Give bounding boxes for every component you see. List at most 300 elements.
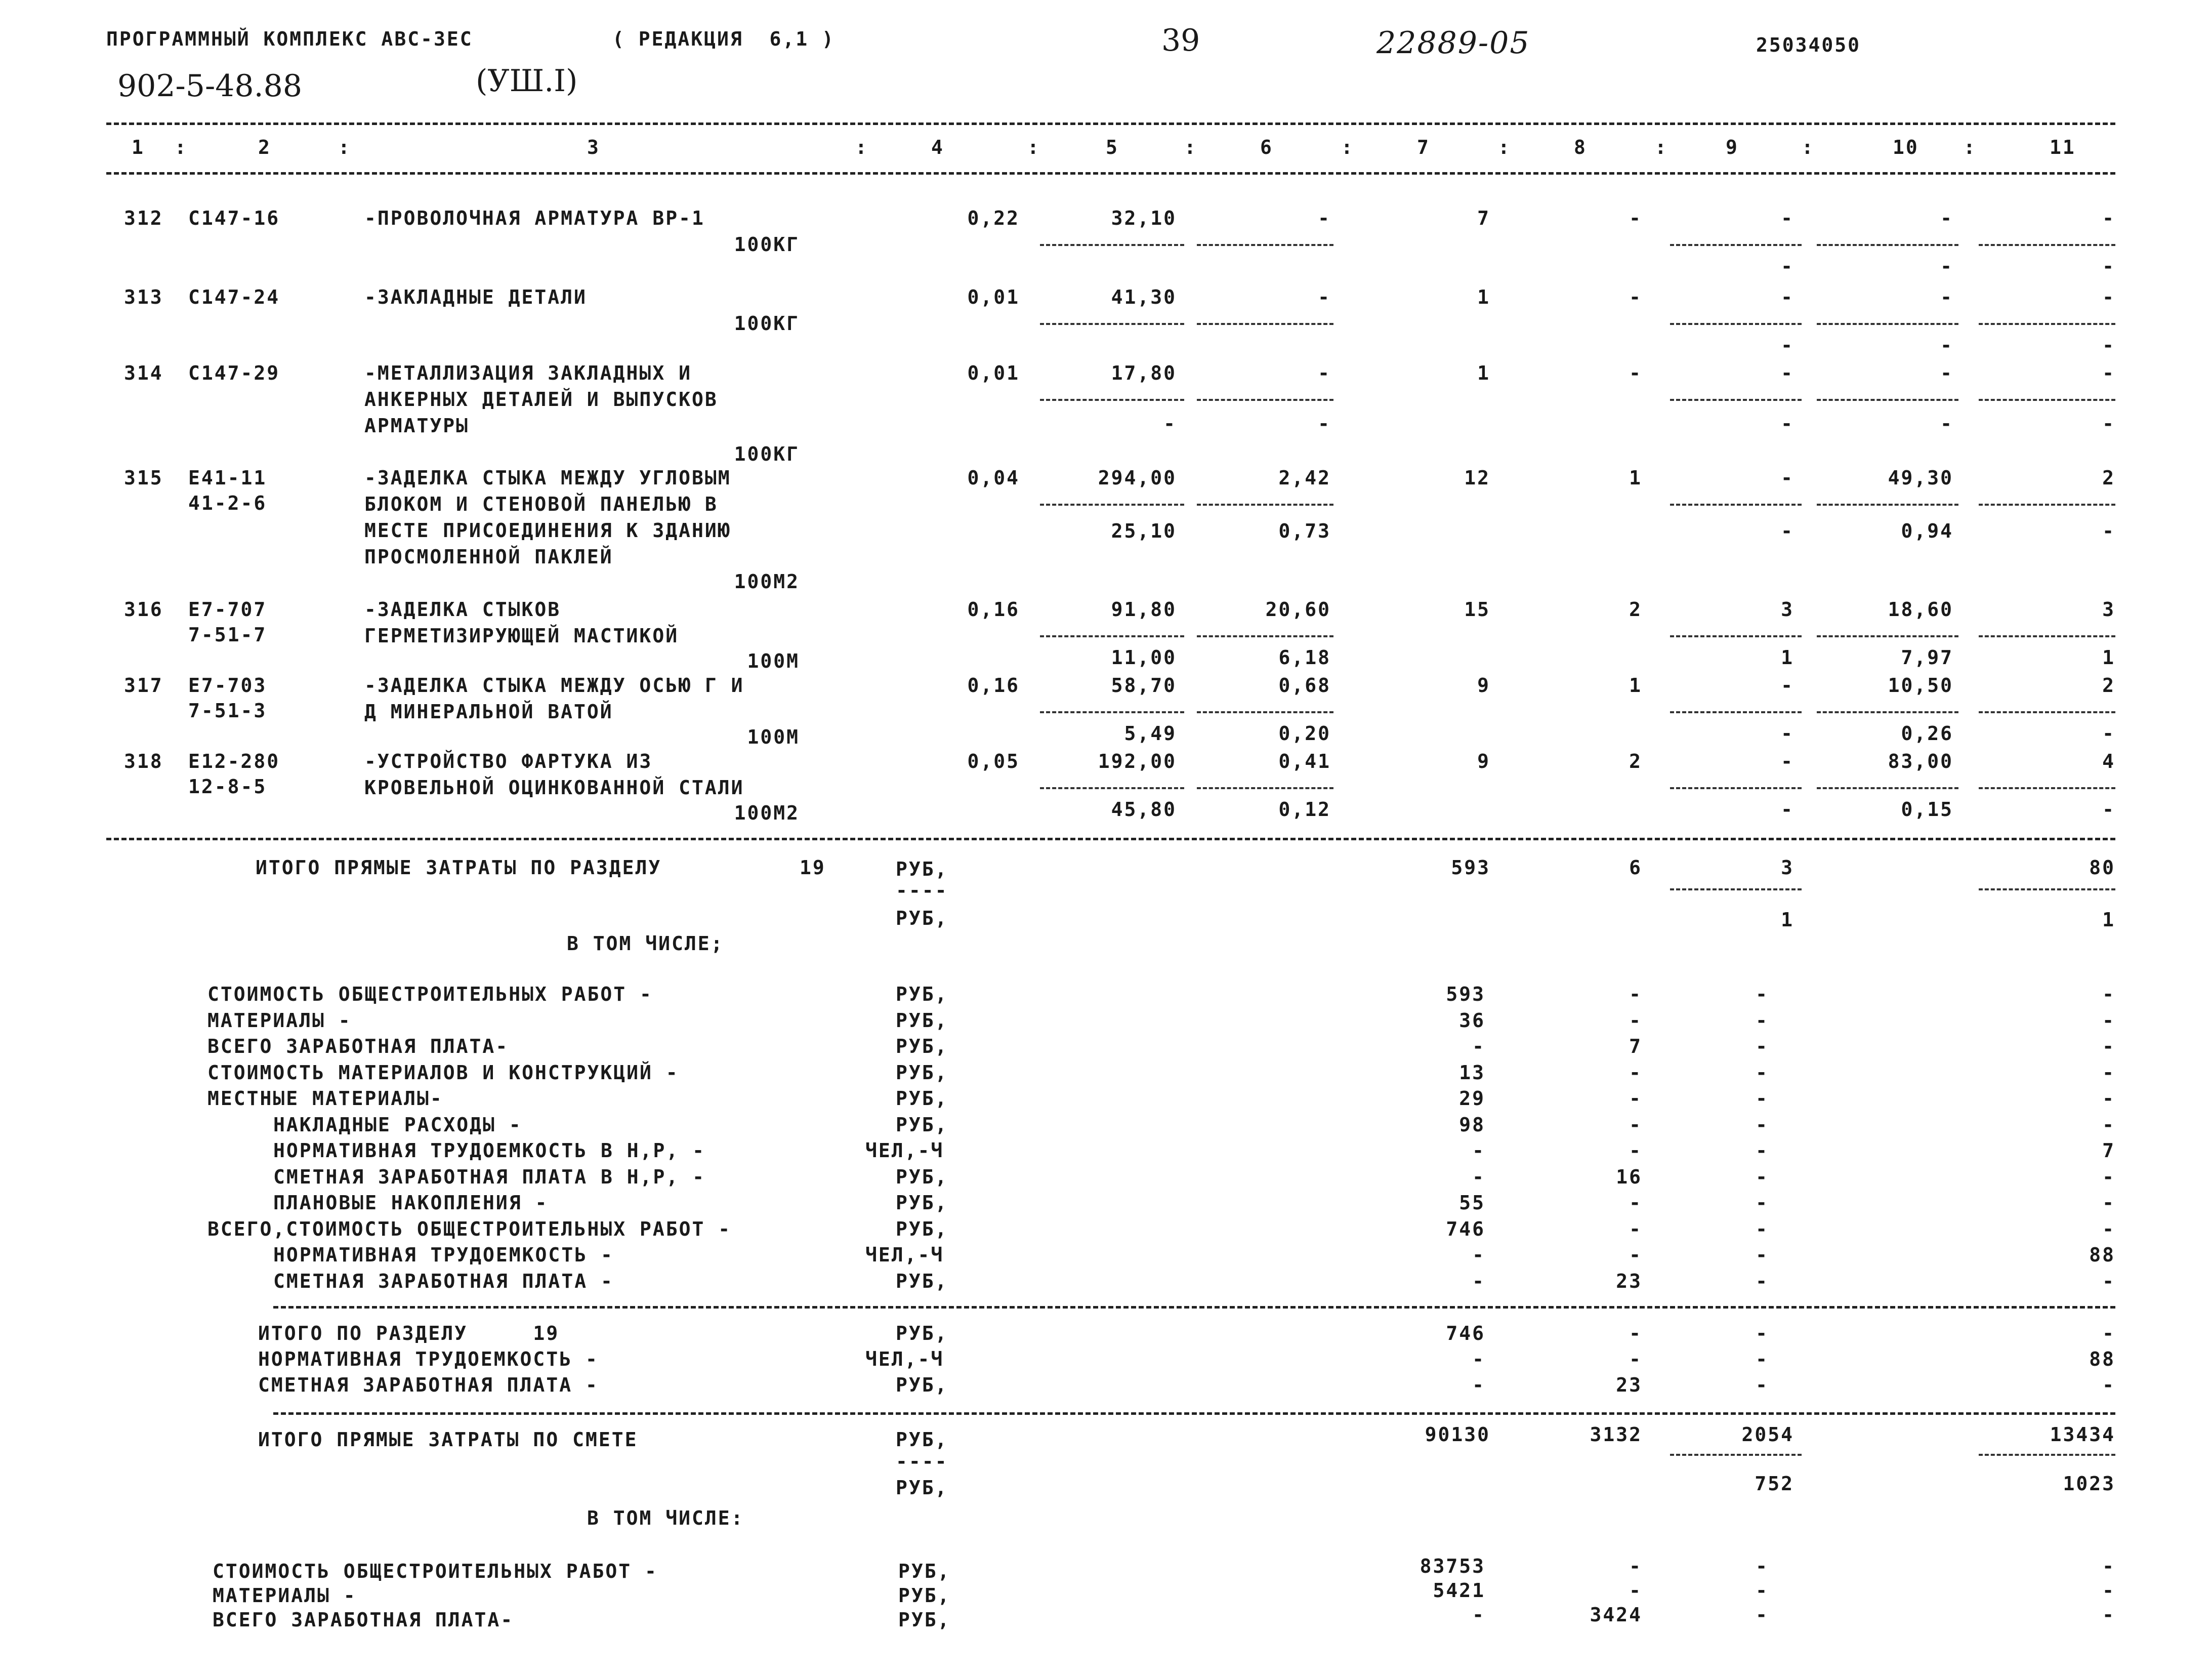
unit-wage-cost: 5,49 (1124, 722, 1177, 745)
item-number: 314 (124, 362, 163, 384)
labour-machine-unit: - (1940, 334, 1953, 356)
totals-rule (1670, 711, 1802, 713)
breakdown-machines: - (1756, 1139, 1769, 1162)
section-total-labour-2: 1 (2102, 909, 2115, 931)
breakdown-wages: - (1629, 1009, 1642, 1032)
section-summary-label: СМЕТНАЯ ЗАРАБОТНАЯ ПЛАТА - (258, 1374, 599, 1396)
labour-machine-unit: - (1940, 413, 1953, 435)
price-code-detail: 7-51-7 (188, 624, 267, 646)
quantity: 0,04 (967, 467, 1020, 489)
breakdown-label: СТОИМОСТЬ ОБЩЕСТРОИТЕЛЬНЫХ РАБОТ - (207, 983, 653, 1005)
column-header-11: 11 (2050, 136, 2076, 158)
unit-machine-wage: 6,18 (1278, 646, 1331, 669)
section-summary-machines: - (1756, 1348, 1769, 1370)
price-code-detail: 41-2-6 (188, 492, 267, 514)
section-summary-unit: РУБ, (896, 1322, 948, 1344)
labour-per-unit: - (1940, 362, 1953, 384)
estimate-total-labour: 13434 (2050, 1423, 2115, 1446)
unit-cost-rule (1040, 711, 1184, 713)
section-summary-labour: - (2102, 1374, 2115, 1396)
breakdown-machines: - (1756, 1165, 1769, 1188)
labour-machine-unit: 7,97 (1901, 646, 1953, 669)
section-total-cost: 593 (1451, 856, 1490, 879)
breakdown-unit: РУБ, (896, 1192, 948, 1214)
unit-cost-rule (1197, 399, 1333, 401)
labour-per-unit: - (1940, 207, 1953, 229)
labour-machine-unit: - (1940, 255, 1953, 277)
total-cost: 9 (1477, 674, 1490, 697)
labour-machine-total: - (2102, 722, 2115, 745)
column-separator: : (1802, 136, 1815, 158)
work-description: -ЗАДЕЛКА СТЫКОВ (364, 598, 561, 621)
section-number: 19 (800, 856, 826, 879)
work-description: АРМАТУРЫ (364, 415, 470, 437)
breakdown-machines: - (1756, 1270, 1769, 1292)
estimate-total-machines-2: 752 (1755, 1473, 1794, 1495)
breakdown-label: СМЕТНАЯ ЗАРАБОТНАЯ ПЛАТА В Н,Р, - (273, 1165, 705, 1188)
unit-wage-cost: 45,80 (1111, 798, 1177, 821)
unit-cost-total: 192,00 (1098, 750, 1177, 772)
total-wages: - (1629, 362, 1642, 384)
breakdown-unit: РУБ, (896, 1113, 948, 1136)
labour-machine-total: 1 (2102, 646, 2115, 669)
machine-wage-total: - (1781, 520, 1794, 542)
volume-label: (УШ.I) (476, 63, 578, 99)
program-name: ПРОГРАММНЫЙ КОМПЛЕКС АВС-3ЕС (106, 28, 473, 50)
column-separator: : (1655, 136, 1668, 158)
labour-per-unit: - (1940, 286, 1953, 308)
breakdown-label: НОРМАТИВНАЯ ТРУДОЕМКОСТЬ - (273, 1244, 614, 1266)
breakdown-cost: - (1472, 1244, 1485, 1266)
labour-machine-total: - (2102, 798, 2115, 821)
breakdown-machines: - (1756, 1244, 1769, 1266)
breakdown-unit: РУБ, (896, 1165, 948, 1188)
totals-rule (1979, 244, 2115, 246)
totals-rule (1979, 711, 2115, 713)
breakdown-label: ПЛАНОВЫЕ НАКОПЛЕНИЯ - (273, 1192, 549, 1214)
breakdown-machines: - (1756, 1087, 1769, 1110)
estimate-breakdown-cost: 5421 (1433, 1579, 1485, 1602)
section-summary-unit: ЧЕЛ,-Ч (865, 1348, 944, 1370)
estimate-breakdown-wages: 3424 (1590, 1604, 1642, 1626)
breakdown-rule (273, 1306, 2115, 1309)
machine-wage-total: - (1781, 413, 1794, 435)
breakdown-labour: - (2102, 1061, 2115, 1084)
item-number: 312 (124, 207, 163, 229)
item-number: 316 (124, 598, 163, 621)
breakdown-cost: 746 (1446, 1217, 1485, 1240)
column-separator: : (1184, 136, 1197, 158)
estimate-breakdown-label: ВСЕГО ЗАРАБОТНАЯ ПЛАТА- (213, 1609, 514, 1631)
estimate-total-unit-2: РУБ, (896, 1477, 948, 1499)
estimate-breakdown-labour: - (2102, 1604, 2115, 1626)
total-cost: 15 (1464, 598, 1490, 621)
column-separator: : (175, 136, 188, 158)
summary-rule (273, 1412, 2115, 1415)
breakdown-labour: - (2102, 1165, 2115, 1188)
breakdown-machines: - (1756, 983, 1769, 1005)
section-summary-wages: - (1629, 1322, 1642, 1344)
work-description: -ПРОВОЛОЧНАЯ АРМАТУРА ВР-1 (364, 207, 705, 229)
section-total-machines: 3 (1781, 856, 1794, 879)
breakdown-labour: - (2102, 1217, 2115, 1240)
labour-total: 2 (2102, 467, 2115, 489)
machine-wage-total: - (1781, 722, 1794, 745)
unit-of-measure: 100М (747, 650, 800, 672)
section-summary-cost: - (1472, 1348, 1485, 1370)
totals-rule (1979, 323, 2115, 325)
price-code: С147-29 (188, 362, 280, 384)
column-separator: : (855, 136, 868, 158)
unit-cost-rule (1197, 323, 1333, 325)
totals-rule (1979, 635, 2115, 637)
totals-rule (1817, 635, 1958, 637)
breakdown-wages: - (1629, 1139, 1642, 1162)
item-number: 317 (124, 674, 163, 697)
edition-label: ( РЕДАКЦИЯ 6,1 ) (612, 28, 835, 50)
totals-rule (1817, 504, 1958, 506)
page-number: 39 (1161, 23, 1200, 58)
estimate-total-wages: 3132 (1590, 1423, 1642, 1446)
totals-rule (1670, 244, 1802, 246)
unit-cost-total: 41,30 (1111, 286, 1177, 308)
unit-cost-rule (1040, 399, 1184, 401)
totals-rule (1670, 399, 1802, 401)
total-machines: - (1781, 362, 1794, 384)
column-separator: : (1027, 136, 1040, 158)
unit-machine-wage: 0,12 (1278, 798, 1331, 821)
unit-cost-rule (1040, 323, 1184, 325)
estimate-breakdown-label: МАТЕРИАЛЫ - (213, 1584, 357, 1607)
breakdown-labour: - (2102, 983, 2115, 1005)
price-code-detail: 7-51-3 (188, 700, 267, 722)
totals-rule (1817, 323, 1958, 325)
breakdown-unit: РУБ, (896, 1087, 948, 1110)
column-separator: : (1498, 136, 1511, 158)
unit-wage-cost: - (1163, 413, 1177, 435)
estimate-total-label: ИТОГО ПРЯМЫЕ ЗАТРАТЫ ПО СМЕТЕ (258, 1428, 638, 1451)
breakdown-labour: - (2102, 1035, 2115, 1057)
column-header-9: 9 (1726, 136, 1739, 158)
unit-cost-rule (1040, 504, 1184, 506)
breakdown-labour: - (2102, 1113, 2115, 1136)
breakdown-cost: 593 (1446, 983, 1485, 1005)
labour-total: - (2102, 207, 2115, 229)
estimate-total-rule (1979, 1454, 2115, 1456)
work-description: Д МИНЕРАЛЬНОЙ ВАТОЙ (364, 701, 613, 723)
totals-rule (1817, 787, 1958, 789)
breakdown-wages: - (1629, 1061, 1642, 1084)
quantity: 0,16 (967, 674, 1020, 697)
breakdown-label: ВСЕГО ЗАРАБОТНАЯ ПЛАТА- (207, 1035, 509, 1057)
breakdown-label: МЕСТНЫЕ МАТЕРИАЛЫ- (207, 1087, 443, 1110)
machine-wage-total: - (1781, 255, 1794, 277)
section-summary-cost: 746 (1446, 1322, 1485, 1344)
breakdown-label: НАКЛАДНЫЕ РАСХОДЫ - (273, 1113, 522, 1136)
breakdown-wages: 7 (1629, 1035, 1642, 1057)
breakdown-cost: 98 (1459, 1113, 1485, 1136)
price-code: С147-24 (188, 286, 280, 308)
header-rule-top (106, 123, 2115, 125)
quantity: 0,16 (967, 598, 1020, 621)
totals-rule (1979, 504, 2115, 506)
section-summary-label: НОРМАТИВНАЯ ТРУДОЕМКОСТЬ - (258, 1348, 599, 1370)
breakdown-label: СМЕТНАЯ ЗАРАБОТНАЯ ПЛАТА - (273, 1270, 614, 1292)
work-description: -ЗАДЕЛКА СТЫКА МЕЖДУ УГЛОВЫМ (364, 467, 731, 489)
breakdown-machines: - (1756, 1009, 1769, 1032)
unit-machine-wage: 0,20 (1278, 722, 1331, 745)
labour-total: - (2102, 362, 2115, 384)
breakdown-cost: 13 (1459, 1061, 1485, 1084)
section-summary-labour: 88 (2089, 1348, 2115, 1370)
labour-per-unit: 83,00 (1888, 750, 1953, 772)
labour-per-unit: 49,30 (1888, 467, 1953, 489)
total-machines: - (1781, 207, 1794, 229)
labour-machine-total: - (2102, 413, 2115, 435)
labour-machine-unit: 0,26 (1901, 722, 1953, 745)
section-summary-machines: - (1756, 1374, 1769, 1396)
machine-wage-total: - (1781, 798, 1794, 821)
labour-total: - (2102, 286, 2115, 308)
including-label-2: В ТОМ ЧИСЛЕ: (587, 1507, 744, 1529)
unit-machine-wage: 0,73 (1278, 520, 1331, 542)
totals-rule (1670, 635, 1802, 637)
unit-cost-total: 58,70 (1111, 674, 1177, 697)
totals-rule (1670, 504, 1802, 506)
section-total-unit-rule: ---- (896, 879, 948, 902)
total-wages: - (1629, 286, 1642, 308)
work-description: АНКЕРНЫХ ДЕТАЛЕЙ И ВЫПУСКОВ (364, 388, 718, 411)
section-summary-labour: - (2102, 1322, 2115, 1344)
header-rule-bottom (106, 172, 2115, 175)
machine-wage-total: 1 (1781, 646, 1794, 669)
estimate-total-cost: 90130 (1425, 1423, 1490, 1446)
price-code: Е12-280 (188, 750, 280, 772)
breakdown-wages: - (1629, 1244, 1642, 1266)
unit-of-measure: 100КГ (734, 443, 800, 465)
breakdown-wages: 16 (1616, 1165, 1642, 1188)
price-code: Е7-707 (188, 598, 267, 621)
column-header-6: 6 (1260, 136, 1273, 158)
document-code: 22889-05 (1376, 25, 1530, 61)
estimate-breakdown-wages: - (1629, 1579, 1642, 1602)
total-cost: 1 (1477, 286, 1490, 308)
total-wages: 1 (1629, 674, 1642, 697)
work-description: КРОВЕЛЬНОЙ ОЦИНКОВАННОЙ СТАЛИ (364, 777, 744, 799)
item-number: 318 (124, 750, 163, 772)
total-machines: - (1781, 750, 1794, 772)
column-separator: : (1964, 136, 1977, 158)
breakdown-cost: 29 (1459, 1087, 1485, 1110)
project-number: 902-5-48.88 (117, 68, 303, 104)
breakdown-wages: - (1629, 1113, 1642, 1136)
estimate-breakdown-unit: РУБ, (898, 1560, 951, 1582)
section-summary-wages: - (1629, 1348, 1642, 1370)
labour-machine-unit: 0,15 (1901, 798, 1953, 821)
total-wages: 2 (1629, 750, 1642, 772)
breakdown-machines: - (1756, 1061, 1769, 1084)
price-code: Е7-703 (188, 674, 267, 697)
breakdown-labour: - (2102, 1087, 2115, 1110)
labour-machine-unit: 0,94 (1901, 520, 1953, 542)
breakdown-unit: ЧЕЛ,-Ч (865, 1139, 944, 1162)
breakdown-unit: РУБ, (896, 1061, 948, 1084)
unit-cost-total: 17,80 (1111, 362, 1177, 384)
unit-cost-rule (1040, 244, 1184, 246)
estimate-breakdown-cost: - (1472, 1604, 1485, 1626)
totals-rule (1979, 787, 2115, 789)
breakdown-labour: - (2102, 1009, 2115, 1032)
estimate-breakdown-machines: - (1756, 1579, 1769, 1602)
unit-cost-rule (1197, 787, 1333, 789)
estimate-breakdown-cost: 83753 (1420, 1555, 1485, 1577)
column-header-3: 3 (587, 136, 600, 158)
total-cost: 1 (1477, 362, 1490, 384)
labour-machine-total: - (2102, 255, 2115, 277)
estimate-breakdown-label: СТОИМОСТЬ ОБЩЕСТРОИТЕЛЬНЫХ РАБОТ - (213, 1560, 658, 1582)
breakdown-cost: 36 (1459, 1009, 1485, 1032)
breakdown-cost: - (1472, 1165, 1485, 1188)
section-total-rule (1979, 888, 2115, 890)
unit-cost-rule (1197, 504, 1333, 506)
unit-cost-total: 294,00 (1098, 467, 1177, 489)
work-description: ГЕРМЕТИЗИРУЮЩЕЙ МАСТИКОЙ (364, 625, 679, 647)
section-summary-cost: - (1472, 1374, 1485, 1396)
estimate-total-unit: РУБ, (896, 1428, 948, 1451)
unit-wage-cost: 25,10 (1111, 520, 1177, 542)
item-number: 315 (124, 467, 163, 489)
totals-rule (1817, 711, 1958, 713)
unit-of-measure: 100КГ (734, 233, 800, 256)
unit-cost-machines: - (1318, 286, 1331, 308)
column-header-7: 7 (1417, 136, 1430, 158)
machine-wage-total: - (1781, 334, 1794, 356)
section-summary-label: ИТОГО ПО РАЗДЕЛУ 19 (258, 1322, 560, 1344)
unit-cost-rule (1040, 787, 1184, 789)
price-code: Е41-11 (188, 467, 267, 489)
breakdown-unit: РУБ, (896, 983, 948, 1005)
total-wages: 2 (1629, 598, 1642, 621)
section-total-labour: 80 (2089, 856, 2115, 879)
breakdown-wages: - (1629, 1192, 1642, 1214)
total-wages: 1 (1629, 467, 1642, 489)
column-separator: : (1341, 136, 1354, 158)
work-description: -МЕТАЛЛИЗАЦИЯ ЗАКЛАДНЫХ И (364, 362, 692, 384)
work-description: БЛОКОМ И СТЕНОВОЙ ПАНЕЛЬЮ В (364, 493, 718, 515)
work-description: МЕСТЕ ПРИСОЕДИНЕНИЯ К ЗДАНИЮ (364, 519, 731, 542)
unit-cost-machines: 20,60 (1265, 598, 1331, 621)
estimate-breakdown-machines: - (1756, 1555, 1769, 1577)
breakdown-labour: 88 (2089, 1244, 2115, 1266)
estimate-breakdown-unit: РУБ, (898, 1584, 951, 1607)
breakdown-cost: - (1472, 1270, 1485, 1292)
column-header-5: 5 (1106, 136, 1119, 158)
labour-per-unit: 18,60 (1888, 598, 1953, 621)
unit-cost-rule (1197, 711, 1333, 713)
totals-rule (1670, 323, 1802, 325)
total-machines: - (1781, 286, 1794, 308)
breakdown-unit: РУБ, (896, 1217, 948, 1240)
breakdown-cost: - (1472, 1139, 1485, 1162)
quantity: 0,01 (967, 362, 1020, 384)
price-code-detail: 12-8-5 (188, 775, 267, 798)
work-description: -ЗАКЛАДНЫЕ ДЕТАЛИ (364, 286, 587, 308)
unit-of-measure: 100КГ (734, 312, 800, 335)
unit-machine-wage: - (1318, 413, 1331, 435)
total-machines: - (1781, 674, 1794, 697)
breakdown-machines: - (1756, 1192, 1769, 1214)
unit-of-measure: 100М (747, 726, 800, 748)
column-header-1: 1 (132, 136, 145, 158)
section-rule (106, 838, 2115, 840)
breakdown-unit: ЧЕЛ,-Ч (865, 1244, 944, 1266)
breakdown-labour: 7 (2102, 1139, 2115, 1162)
breakdown-labour: - (2102, 1270, 2115, 1292)
breakdown-label: СТОИМОСТЬ МАТЕРИАЛОВ И КОНСТРУКЦИЙ - (207, 1061, 679, 1084)
breakdown-wages: 23 (1616, 1270, 1642, 1292)
breakdown-wages: - (1629, 983, 1642, 1005)
labour-machine-total: - (2102, 334, 2115, 356)
breakdown-machines: - (1756, 1035, 1769, 1057)
estimate-total-rule (1670, 1454, 1802, 1456)
labour-total: 3 (2102, 598, 2115, 621)
column-header-10: 10 (1893, 136, 1919, 158)
breakdown-labour: - (2102, 1192, 2115, 1214)
unit-cost-total: 91,80 (1111, 598, 1177, 621)
breakdown-cost: 55 (1459, 1192, 1485, 1214)
estimate-total-machines: 2054 (1741, 1423, 1794, 1446)
breakdown-wages: - (1629, 1217, 1642, 1240)
section-total-unit: РУБ, (896, 858, 948, 880)
breakdown-machines: - (1756, 1113, 1769, 1136)
unit-wage-cost: 11,00 (1111, 646, 1177, 669)
labour-total: 4 (2102, 750, 2115, 772)
section-total-machines-2: 1 (1781, 909, 1794, 931)
unit-of-measure: 100М2 (734, 802, 800, 824)
unit-cost-machines: - (1318, 362, 1331, 384)
labour-machine-total: - (2102, 520, 2115, 542)
labour-total: 2 (2102, 674, 2115, 697)
totals-rule (1670, 787, 1802, 789)
breakdown-unit: РУБ, (896, 1009, 948, 1032)
section-total-unit-2: РУБ, (896, 907, 948, 929)
item-number: 313 (124, 286, 163, 308)
unit-cost-machines: 0,41 (1278, 750, 1331, 772)
column-header-4: 4 (931, 136, 944, 158)
totals-rule (1979, 399, 2115, 401)
breakdown-wages: - (1629, 1087, 1642, 1110)
quantity: 0,01 (967, 286, 1020, 308)
work-description: ПРОСМОЛЕННОЙ ПАКЛЕЙ (364, 546, 613, 568)
total-machines: 3 (1781, 598, 1794, 621)
totals-rule (1817, 244, 1958, 246)
unit-of-measure: 100М2 (734, 570, 800, 593)
total-cost: 12 (1464, 467, 1490, 489)
estimate-total-unit-rule: ---- (896, 1450, 948, 1473)
estimate-total-labour-2: 1023 (2063, 1473, 2115, 1495)
estimate-breakdown-machines: - (1756, 1604, 1769, 1626)
unit-cost-machines: 2,42 (1278, 467, 1331, 489)
total-wages: - (1629, 207, 1642, 229)
breakdown-machines: - (1756, 1217, 1769, 1240)
total-cost: 7 (1477, 207, 1490, 229)
section-total-rule (1670, 888, 1802, 890)
unit-cost-machines: - (1318, 207, 1331, 229)
unit-cost-rule (1040, 635, 1184, 637)
estimate-breakdown-labour: - (2102, 1579, 2115, 1602)
section-total-label: ИТОГО ПРЯМЫЕ ЗАТРАТЫ ПО РАЗДЕЛУ (256, 856, 662, 879)
breakdown-label: МАТЕРИАЛЫ - (207, 1009, 352, 1032)
